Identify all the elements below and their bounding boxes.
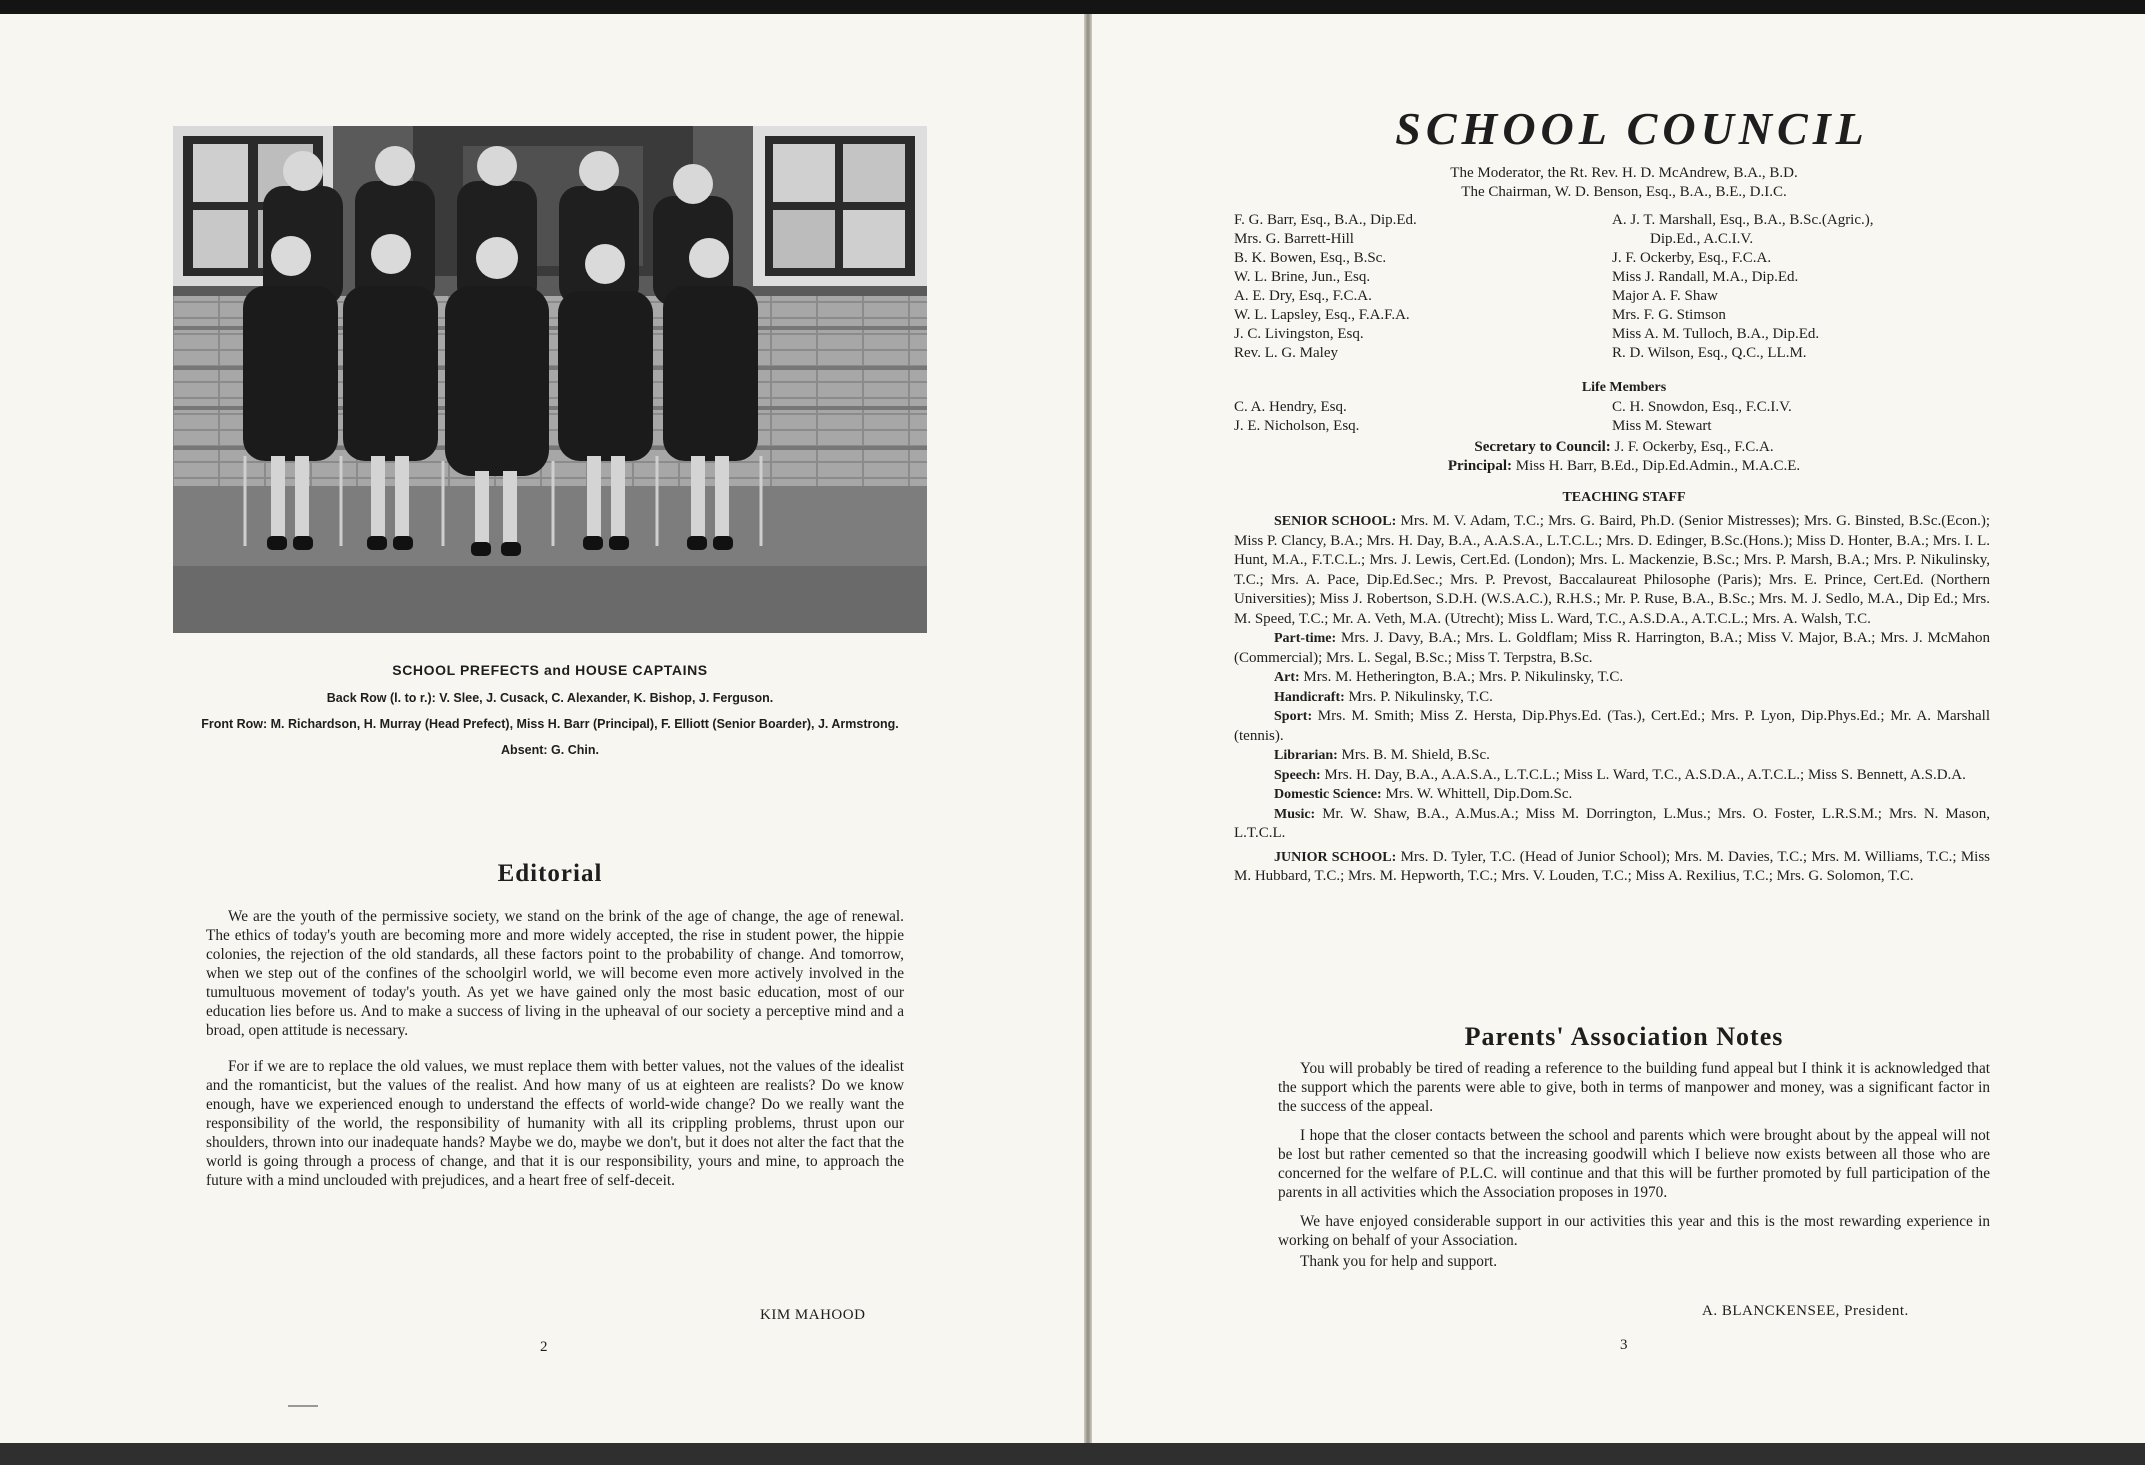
staff-senior-school [1234, 512, 1990, 629]
staff-text: Mrs. B. M. Shield, B.Sc. [1337, 747, 1490, 763]
staff-label: Handicraft: [1274, 689, 1345, 705]
staff-label: Part-time: [1274, 631, 1337, 646]
council-member: A. J. T. Marshall, Esq., B.A., B.Sc.(Agric.), [1612, 212, 1874, 228]
staff-text: Mrs. D. Tyler, T.C. (Head of Junior School); Mrs. M. Davies, T.C.; Mrs. M. Williams, T.C.; Miss M. Hubbard, T.C.; Mrs. M. Hepworth, T.C.; Mrs. V. Louden, T.C.; Miss A. Rexilius, T.C.; Mrs. G. Solomon, T.C. [1234, 848, 1991, 884]
staff-junior-school [1234, 848, 1990, 887]
staff-text: Mrs. M. Hetherington, B.A.; Mrs. P. Nikulinsky, T.C. [1299, 669, 1624, 685]
staff-label: Sport: [1274, 709, 1313, 724]
life-member: C. A. Hendry, Esq. [1234, 399, 1347, 415]
secretary-label: Secretary to Council: [1474, 439, 1611, 455]
staff-text: Mrs. J. Davy, B.A.; Mrs. L. Goldflam; Miss R. Harrington, B.A.; Miss V. Major, B.A.; Mrs. J. McMahon (Commercial); Mrs. L. Segal, B.Sc.; Miss T. Terpstra, B.Sc. [1234, 630, 1990, 666]
council-member: Miss A. M. Tulloch, B.A., Dip.Ed. [1612, 326, 1820, 342]
council-member: Miss J. Randall, M.A., Dip.Ed. [1612, 269, 1799, 285]
council-member: R. D. Wilson, Esq., Q.C., LL.M. [1612, 345, 1807, 361]
council-member: Mrs. F. G. Stimson [1612, 307, 1726, 323]
caption-absent: Absent: G. Chin. [501, 743, 599, 757]
council-member: F. G. Barr, Esq., B.A., Dip.Ed. [1234, 212, 1417, 228]
council-member: A. E. Dry, Esq., F.C.A. [1234, 288, 1372, 304]
staff-label: Domestic Science: [1274, 787, 1382, 802]
staff-handicraft [1234, 688, 1990, 708]
staff-label: Librarian: [1274, 748, 1338, 763]
editorial-body [206, 907, 904, 1207]
book-gutter [1084, 14, 1092, 1443]
staff-text: Mrs. H. Day, B.A., A.A.S.A., L.T.C.L.; Miss L. Ward, T.C., A.S.D.A., A.T.C.L.; Miss S. Bennett, A.S.D.A. [1320, 766, 1966, 783]
staff-text: Mrs. M. V. Adam, T.C.; Mrs. G. Baird, Ph.D. (Senior Mistresses); Mrs. G. Binsted, B.Sc.(Econ.); Miss P. Clancy, B.A.; Mrs. H. Day, B.A., A.A.S.A., L.T.C.L.; Mrs. D. Edinger, B.Sc.(Hons.); Miss D. Honter, B.A.; Mrs. I. L. Hunt, M.A., F.T.C.L.; Mrs. J. Lewis, Cert.Ed. (London); Mrs. L. Mackenzie, B.Sc.; Mrs. P. Marsh, B.A.; Mrs. P. Nikulinsky, T.C.; Mrs. A. Pace, Dip.Ed.Sec.; Mrs. P. Prevost, Baccalaureat Philosophe (Paris); Mrs. E. Prince, Cert.Ed. (Northern Universities); Miss J. Robertson, S.D.H. (W.S.A.C.), R.H.S.; Mr. P. Ruse, B.A., B.Sc.; Mrs. M. J. Sedlo, M.A., Dip Ed.; Mrs. M. Speed, T.C.; Mr. A. Veth, M.A. (Utrecht); Miss L. Ward, T.C., A.S.D.A., A.T.C.L.; Mrs. A. Walsh, T.C. [1234, 513, 1990, 627]
council-chairman: The Chairman, W. D. Benson, Esq., B.A., B.E., D.I.C. [1461, 184, 1787, 200]
council-member: Dip.Ed., A.C.I.V. [1650, 231, 1754, 247]
photo-caption [130, 660, 970, 766]
staff-speech [1234, 766, 1990, 786]
scan-bottom-edge [0, 1443, 2145, 1465]
page-number-left: 2 [540, 1339, 548, 1355]
caption-title: SCHOOL PREFECTS and HOUSE CAPTAINS [392, 662, 708, 678]
page-number-right: 3 [1620, 1337, 1628, 1353]
staff-text: Mr. W. Shaw, B.A., A.Mus.A.; Miss M. Dorrington, L.Mus.; Mrs. O. Foster, L.R.S.M.; Mrs. N. Mason, L.T.C.L. [1234, 805, 1990, 841]
editorial-paragraph: For if we are to replace the old values, we must replace them with better values, not the values of the idealist and the romanticist, but the values of the realist. And how many of us at eighteen are realists? Do we know enough, have we experienced enough to understand the effects of world-wide change? Do we really want the responsibility of the world, the responsibility of humanity with all its crippling problems, thrust upon our shoulders, thrown into our inadequate hands? Maybe we do, maybe we don't, but it does not alter the fact that the world is going through a process of change, and that it is our responsibility, yours and mine, to approach the future with a mind unclouded with prejudices, and a heart free of self-deceit. [206, 1058, 904, 1189]
council-members-left [1234, 211, 1417, 363]
staff-sport [1234, 707, 1990, 746]
staff-music [1234, 805, 1990, 844]
staff-domestic-science [1234, 785, 1990, 805]
council-moderator: The Moderator, the Rt. Rev. H. D. McAndrew, B.A., B.D. [1450, 165, 1798, 181]
life-member: J. E. Nicholson, Esq. [1234, 418, 1360, 434]
staff-text: Mrs. W. Whittell, Dip.Dom.Sc. [1381, 786, 1573, 802]
principal-value: Miss H. Barr, B.Ed., Dip.Ed.Admin., M.A.C.E. [1512, 458, 1801, 474]
staff-librarian [1234, 746, 1990, 766]
council-member: B. K. Bowen, Esq., B.Sc. [1234, 250, 1387, 266]
parents-paragraph: Thank you for help and support. [1300, 1253, 1498, 1270]
teaching-staff-heading: TEACHING STAFF [1562, 490, 1686, 505]
council-member: Mrs. G. Barrett-Hill [1234, 231, 1354, 247]
life-members-right [1612, 398, 1792, 436]
staff-label: Art: [1274, 670, 1300, 685]
staff-text: Mrs. M. Smith; Miss Z. Hersta, Dip.Phys.Ed. (Tas.), Cert.Ed.; Mrs. P. Lyon, Dip.Phys.Ed.; Mr. A. Marshall (tennis). [1234, 708, 1990, 744]
editorial-paragraph: We are the youth of the permissive society, we stand on the brink of the age of change, the age of renewal. The ethics of today's youth are becoming more and more widely accepted, the rise in student power, the hippie colonies, the rejection of the old standards, all these factors point to the probability of change. And tomorrow, when we step out of the confines of the schoolgirl world, we will become even more actively involved in the tumultuous movement of today's youth. As yet we have gained only the most basic education, most of our education lies before us. And to make a success of living in the upheaval of our society a perceptive mind and a broad, open attitude is necessary. [206, 908, 904, 1039]
council-principal [1234, 457, 2014, 476]
parents-paragraph: You will probably be tired of reading a reference to the building fund appeal but I think it is acknowledged that the support which the parents were able to give, both in terms of manpower and money, was a significant factor in the success of the appeal. [1278, 1060, 1990, 1115]
secretary-value: J. F. Ockerby, Esq., F.C.A. [1610, 439, 1774, 455]
council-member: W. L. Brine, Jun., Esq. [1234, 269, 1371, 285]
scan-mark [288, 1405, 318, 1407]
life-members-heading: Life Members [1581, 380, 1667, 395]
parents-paragraph: We have enjoyed considerable support in our activities this year and this is the most rewarding experience in working on behalf of your Association. [1278, 1213, 1990, 1249]
council-member: J. C. Livingston, Esq. [1234, 326, 1364, 342]
parents-signature: A. BLANCKENSEE, President. [1702, 1303, 1909, 1319]
staff-text: Mrs. P. Nikulinsky, T.C. [1344, 688, 1493, 705]
editorial-author: KIM MAHOOD [760, 1307, 866, 1323]
staff-label: Music: [1274, 806, 1316, 822]
council-member: W. L. Lapsley, Esq., F.A.F.A. [1234, 307, 1410, 323]
staff-label: SENIOR SCHOOL: [1274, 514, 1397, 529]
teaching-staff-list [1234, 512, 1990, 887]
life-members-left [1234, 398, 1359, 436]
staff-part-time [1234, 629, 1990, 668]
life-member: Miss M. Stewart [1612, 418, 1712, 434]
parents-heading: Parents' Association Notes [1464, 1022, 1784, 1051]
staff-art [1234, 668, 1990, 688]
staff-label: JUNIOR SCHOOL: [1274, 849, 1397, 865]
caption-back-row: Back Row (l. to r.): V. Slee, J. Cusack, C. Alexander, K. Bishop, J. Ferguson. [326, 691, 774, 705]
scan-top-edge [0, 0, 2145, 14]
principal-label: Principal: [1447, 458, 1512, 474]
group-photo [173, 126, 927, 633]
editorial-heading: Editorial [497, 860, 603, 887]
council-member: Rev. L. G. Maley [1234, 345, 1339, 361]
parents-paragraph: I hope that the closer contacts between the school and parents which were brought about by the appeal will not be lost but rather cemented so that the increasing goodwill which I believe now exists between all those who are concerned for the welfare of P.L.C. will continue and that this will be further promoted by full participation of the parents in all activities which the Association proposes in 1970. [1278, 1127, 1990, 1201]
council-members-right [1612, 211, 1874, 363]
council-heading: SCHOOL COUNCIL [1395, 103, 1869, 154]
council-member: J. F. Ockerby, Esq., F.C.A. [1612, 250, 1772, 266]
council-secretary [1234, 438, 2014, 457]
council-member: Major A. F. Shaw [1612, 288, 1718, 304]
staff-label: Speech: [1274, 767, 1321, 783]
caption-front-row: Front Row: M. Richardson, H. Murray (Head Prefect), Miss H. Barr (Principal), F. Elliott (Senior Boarder), J. Armstrong. [201, 717, 899, 731]
life-member: C. H. Snowdon, Esq., F.C.I.V. [1612, 399, 1792, 415]
parents-body [1278, 1059, 1990, 1271]
